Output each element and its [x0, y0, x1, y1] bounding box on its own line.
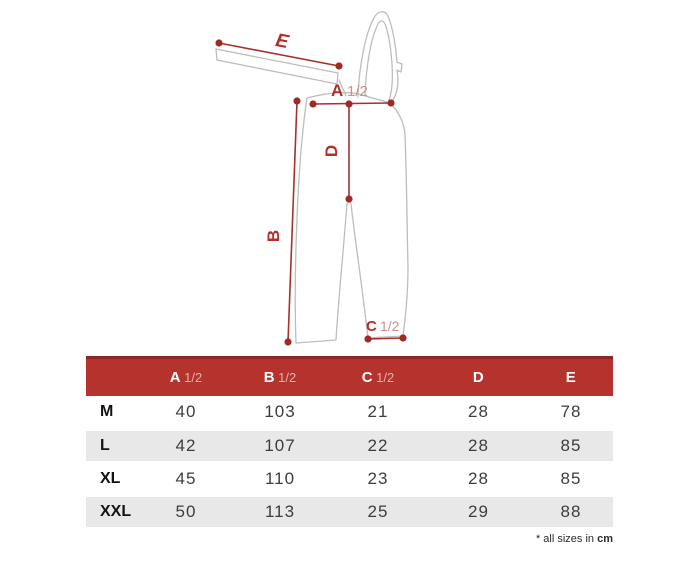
measurement-value: 28: [468, 435, 489, 455]
measure-dot: [293, 97, 300, 104]
size-row-xl: [86, 462, 613, 495]
column-header-c: [328, 358, 428, 397]
label-a-suffix: 1/2: [347, 83, 368, 100]
measure-dot: [345, 195, 352, 202]
size-row-m: [86, 396, 613, 429]
column-header-a: [140, 358, 232, 397]
suspender-strap-inner: [365, 21, 392, 100]
measure-dot: [284, 338, 291, 345]
measurement-value: 23: [367, 468, 389, 488]
header-corner-cell: [86, 358, 140, 397]
measurement-value: 21: [367, 401, 389, 421]
measurement-value: 22: [367, 435, 389, 455]
size-row-xxl: [86, 495, 613, 528]
measurement-value: 107: [264, 435, 296, 455]
shoulder-strap-outline: [216, 49, 346, 96]
footnote-unit: cm: [597, 533, 613, 545]
pants-outline: [295, 93, 408, 343]
measure-line-c: [368, 338, 403, 339]
size-table-container: [86, 356, 613, 530]
label-c-suffix: 1/2: [380, 318, 400, 334]
column-header-e: [529, 358, 613, 397]
column-letter: C: [361, 369, 374, 386]
measurement-value: 29: [468, 501, 489, 521]
footnote-text: * all sizes in: [535, 533, 598, 545]
size-table-body: [86, 396, 613, 528]
size-table-header-row: [86, 358, 613, 397]
label-c: C: [366, 318, 377, 335]
measure-dot: [387, 99, 394, 106]
column-suffix: 1/2: [376, 370, 395, 385]
size-label: M: [100, 402, 114, 420]
column-suffix: 1/2: [278, 370, 297, 385]
measurement-value: 25: [367, 501, 389, 521]
column-suffix: 1/2: [184, 370, 203, 385]
label-a: A: [331, 81, 344, 100]
measurement-value: 103: [264, 401, 296, 421]
measurement-value: 28: [468, 468, 489, 488]
measure-dot: [399, 334, 406, 341]
size-label: XL: [100, 469, 121, 487]
measure-dot: [309, 100, 316, 107]
measurement-value: 88: [560, 501, 582, 521]
column-letter: A: [169, 369, 182, 386]
measure-dot: [215, 39, 222, 46]
footnote: [86, 533, 613, 545]
column-letter: D: [472, 369, 485, 386]
measurement-value: 78: [560, 401, 582, 421]
measurement-value: 50: [175, 501, 197, 521]
measurement-value: 45: [175, 468, 197, 488]
size-table-header: [86, 358, 613, 397]
label-d: D: [322, 144, 341, 158]
label-e: E: [273, 30, 291, 54]
measurement-value: 40: [175, 401, 197, 421]
column-letter: E: [565, 369, 577, 386]
size-label: XXL: [100, 502, 132, 520]
measure-dot: [345, 100, 352, 107]
measure-dot: [364, 335, 371, 342]
measurement-value: 28: [468, 401, 489, 421]
measure-dot: [335, 62, 342, 69]
column-letter: B: [263, 369, 276, 386]
measurement-value: 85: [560, 435, 582, 455]
column-header-d: [428, 358, 529, 397]
size-table: [86, 356, 613, 530]
size-label: L: [100, 436, 110, 454]
label-b: B: [264, 229, 283, 243]
measure-dots: [215, 39, 406, 345]
measurement-value: 113: [264, 501, 296, 521]
measurement-value: 110: [264, 468, 296, 488]
measurement-value: 85: [560, 468, 582, 488]
size-row-l: [86, 429, 613, 462]
column-header-b: [232, 358, 328, 397]
measurement-value: 42: [175, 435, 197, 455]
